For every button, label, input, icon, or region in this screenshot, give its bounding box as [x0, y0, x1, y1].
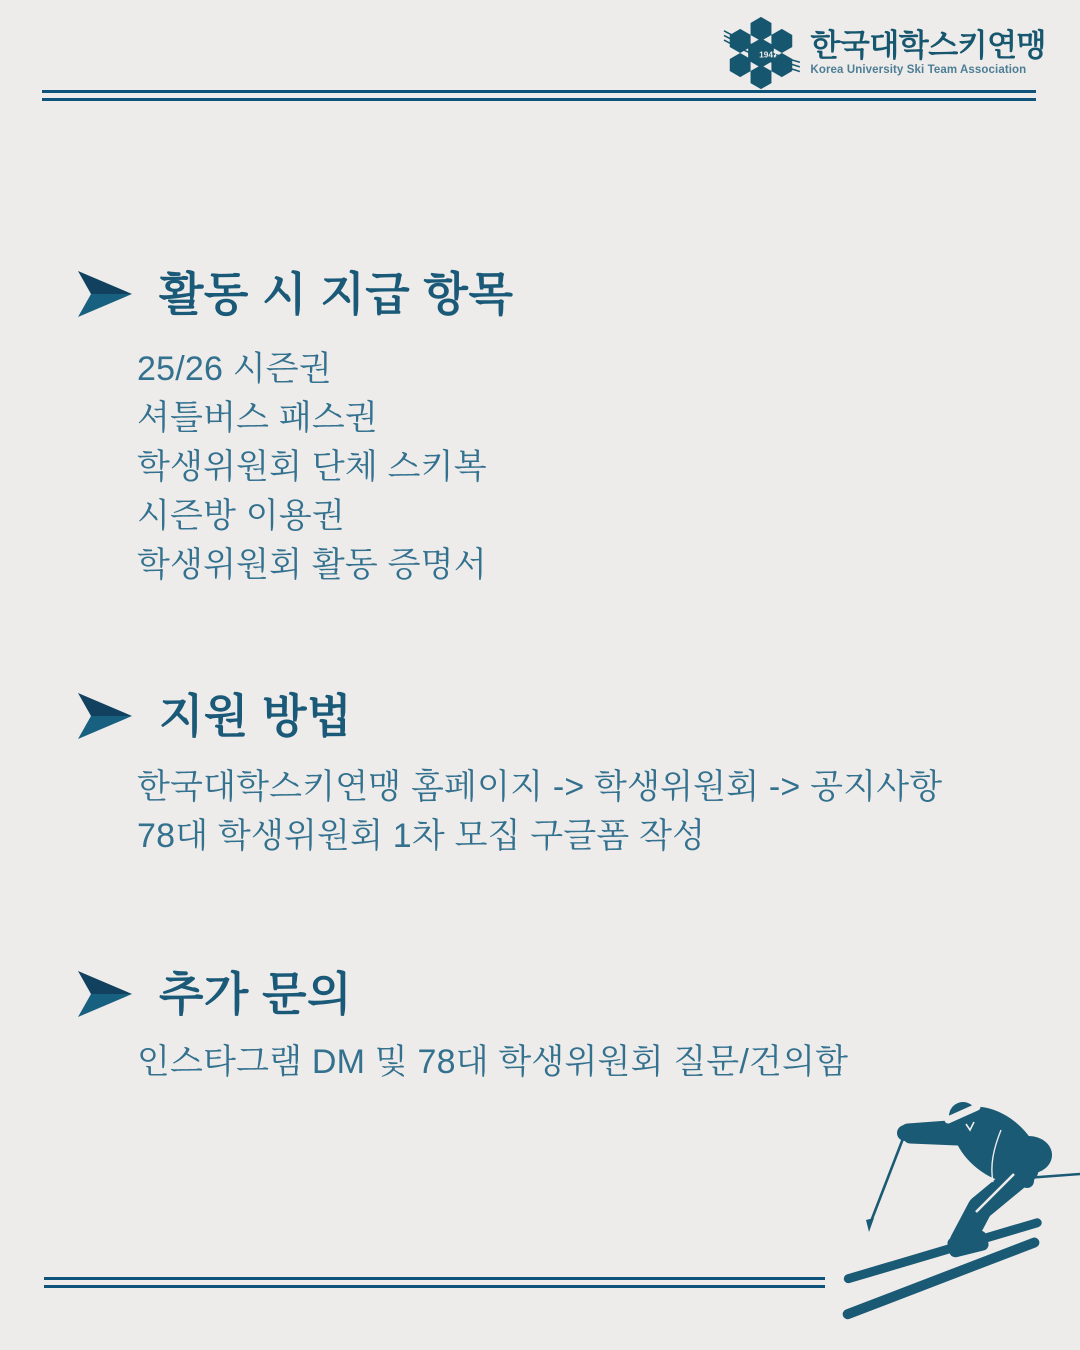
list-item: 셔틀버스 패스권 [137, 399, 378, 437]
section-title: 지원 방법 [159, 690, 353, 742]
list-item: 시즌방 이용권 [137, 497, 345, 535]
section-title: 활동 시 지급 항목 [159, 268, 514, 320]
list-item: 25/26 시즌권 [137, 350, 332, 388]
list-item: 인스타그램 DM 및 78대 학생위원회 질문/건의함 [137, 1043, 849, 1081]
section-how-to-apply [0, 690, 1080, 861]
divider-line [44, 1285, 825, 1288]
list-item: 78대 학생위원회 1차 모집 구글폼 작성 [137, 817, 706, 855]
arrow-bullet-icon [78, 969, 132, 1019]
snowflake-logo-icon [722, 16, 800, 90]
section-benefits [0, 268, 1080, 590]
section-title: 추가 문의 [159, 968, 353, 1020]
logo-title: 한국대학스키연맹 [810, 27, 1046, 63]
section-contact [0, 968, 1080, 1087]
list-item: 한국대학스키연맹 홈페이지 -> 학생위원회 -> 공지사항 [137, 768, 943, 806]
skier-icon [830, 1092, 1080, 1348]
logo-year: 1947 [759, 49, 779, 60]
arrow-bullet-icon [78, 691, 132, 741]
top-divider [42, 90, 1036, 101]
association-logo [722, 16, 1046, 90]
list-item: 학생위원회 단체 스키복 [137, 448, 487, 486]
list-item: 학생위원회 활동 증명서 [137, 546, 487, 584]
pole-tip [866, 1218, 874, 1232]
ski [841, 1217, 1043, 1320]
divider-line [42, 98, 1036, 101]
bottom-divider [44, 1277, 825, 1288]
logo-subtitle: Korea University Ski Team Association [810, 64, 1027, 77]
arrow-bullet-icon [78, 269, 132, 319]
